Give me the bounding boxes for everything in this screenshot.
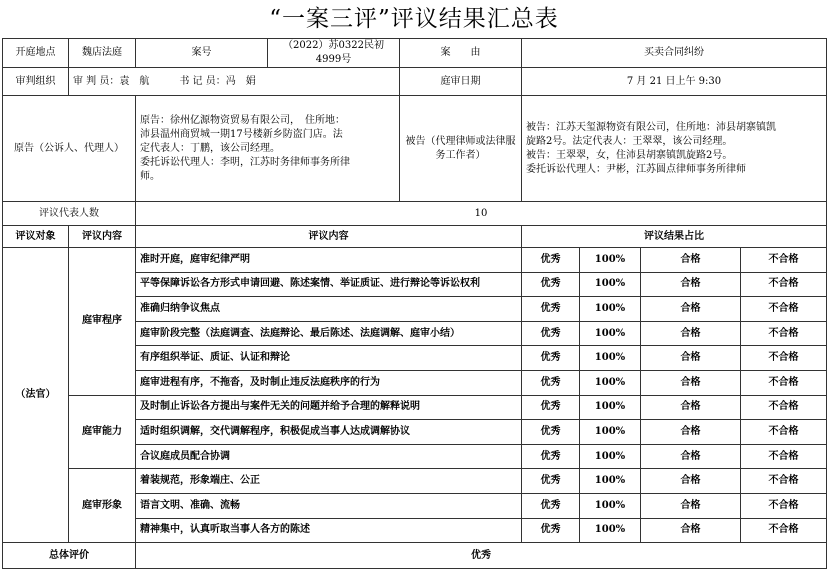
result-fail-label: 不合格	[741, 248, 827, 273]
result-excellent-percent: 100%	[580, 370, 641, 395]
result-fail-label: 不合格	[741, 493, 827, 518]
evaluation-item: 有序组织举证、质证、认证和辩论	[136, 346, 522, 371]
result-fail-label: 不合格	[741, 395, 827, 420]
case-no-value: （2022）苏0322民初4999号	[268, 39, 400, 68]
result-pass-label: 合格	[641, 444, 741, 469]
plaintiff-info	[136, 96, 400, 202]
result-fail-label: 不合格	[741, 272, 827, 297]
result-excellent-label: 优秀	[522, 297, 580, 322]
result-excellent-percent: 100%	[580, 297, 641, 322]
case-no-label: 案号	[136, 39, 268, 68]
panel-label: 审判组织	[3, 68, 69, 96]
result-fail-label: 不合格	[741, 321, 827, 346]
evaluation-item: 及时制止诉讼各方提出与案件无关的问题并给予合理的解释说明	[136, 395, 522, 420]
header-row-1	[3, 39, 827, 68]
plaintiff-label: 原告（公诉人、代理人）	[3, 96, 136, 202]
reviewer-count-row	[3, 202, 827, 226]
plaintiff-line: 原告：徐州亿源物资贸易有限公司， 住所地：	[140, 114, 345, 126]
result-excellent-percent: 100%	[580, 321, 641, 346]
court-place-label: 开庭地点	[3, 39, 69, 68]
result-pass-label: 合格	[641, 272, 741, 297]
evaluation-item: 准确归纳争议焦点	[136, 297, 522, 322]
result-excellent-percent: 100%	[580, 420, 641, 445]
court-place-value: 魏店法庭	[69, 39, 136, 68]
result-excellent-label: 优秀	[522, 395, 580, 420]
result-pass-label: 合格	[641, 493, 741, 518]
evaluation-item: 合议庭成员配合协调	[136, 444, 522, 469]
evaluation-category: 庭审形象	[69, 469, 136, 543]
result-excellent-label: 优秀	[522, 272, 580, 297]
case-cause-value: 买卖合同纠纷	[522, 39, 827, 68]
result-pass-label: 合格	[641, 321, 741, 346]
evaluation-category: 庭审能力	[69, 395, 136, 469]
result-fail-label: 不合格	[741, 518, 827, 543]
result-excellent-percent: 100%	[580, 395, 641, 420]
result-excellent-label: 优秀	[522, 321, 580, 346]
header-row-2	[3, 68, 827, 96]
evaluation-item: 精神集中，认真听取当事人各方的陈述	[136, 518, 522, 543]
result-excellent-label: 优秀	[522, 493, 580, 518]
evaluation-table	[2, 38, 827, 569]
result-excellent-label: 优秀	[522, 518, 580, 543]
result-pass-label: 合格	[641, 395, 741, 420]
evaluation-item: 庭审进程有序，不拖沓，及时制止违反法庭秩序的行为	[136, 370, 522, 395]
plaintiff-line: 师。	[140, 170, 160, 182]
defendant-line: 被告：王翠翠，女，住沛县胡寨镇凯旋路2号。	[526, 149, 733, 161]
evaluation-category: 庭审程序	[69, 248, 136, 396]
trial-date-value: 7 月 21 日上午 9:30	[522, 68, 827, 96]
header-row-parties	[3, 96, 827, 202]
result-pass-label: 合格	[641, 297, 741, 322]
result-fail-label: 不合格	[741, 297, 827, 322]
result-pass-label: 合格	[641, 370, 741, 395]
evaluation-item: 平等保障诉讼各方形式申请回避、陈述案情、举证质证、进行辩论等诉讼权利	[136, 272, 522, 297]
result-excellent-percent: 100%	[580, 493, 641, 518]
result-excellent-percent: 100%	[580, 518, 641, 543]
result-fail-label: 不合格	[741, 469, 827, 494]
trial-date-label: 庭审日期	[400, 68, 522, 96]
column-header-row	[3, 226, 827, 248]
evaluation-item: 语言文明、准确、流畅	[136, 493, 522, 518]
evaluation-target: （法官）	[3, 248, 69, 543]
summary-label: 总体评价	[3, 543, 136, 569]
evaluation-row	[3, 469, 827, 494]
result-pass-label: 合格	[641, 518, 741, 543]
result-fail-label: 不合格	[741, 420, 827, 445]
result-excellent-label: 优秀	[522, 370, 580, 395]
panel-value: 审 判 员：袁 航 书 记 员：冯 娟	[69, 68, 400, 96]
evaluation-row	[3, 395, 827, 420]
result-fail-label: 不合格	[741, 346, 827, 371]
result-excellent-label: 优秀	[522, 469, 580, 494]
evaluation-item: 着装规范，形象端庄、公正	[136, 469, 522, 494]
result-excellent-percent: 100%	[580, 272, 641, 297]
summary-row	[3, 543, 827, 569]
result-pass-label: 合格	[641, 420, 741, 445]
result-fail-label: 不合格	[741, 444, 827, 469]
case-cause-label: 案 由	[400, 39, 522, 68]
evaluation-item: 庭审阶段完整（法庭调查、法庭辩论、最后陈述、法庭调解、庭审小结）	[136, 321, 522, 346]
column-header-target: 评议对象	[3, 226, 69, 248]
plaintiff-line: 定代表人：丁鹏，该公司经理。	[140, 142, 280, 154]
result-excellent-percent: 100%	[580, 444, 641, 469]
defendant-line: 旋路2号。法定代表人：王翠翠，该公司经理。	[526, 135, 733, 147]
result-fail-label: 不合格	[741, 370, 827, 395]
result-pass-label: 合格	[641, 469, 741, 494]
result-excellent-label: 优秀	[522, 420, 580, 445]
column-header-result: 评议结果占比	[522, 226, 827, 248]
result-pass-label: 合格	[641, 346, 741, 371]
result-excellent-label: 优秀	[522, 248, 580, 273]
column-header-content: 评议内容	[136, 226, 522, 248]
reviewer-count-label: 评议代表人数	[3, 202, 136, 226]
defendant-label: 被告（代理律师或法律服务工作者）	[400, 96, 522, 202]
evaluation-item: 适时组织调解，交代调解程序，积极促成当事人达成调解协议	[136, 420, 522, 445]
defendant-line: 被告：江苏天玺源物资有限公司，住所地：沛县胡寨镇凯	[526, 121, 776, 133]
result-pass-label: 合格	[641, 248, 741, 273]
result-excellent-percent: 100%	[580, 469, 641, 494]
result-excellent-label: 优秀	[522, 444, 580, 469]
evaluation-row	[3, 248, 827, 273]
column-header-category: 评议内容	[69, 226, 136, 248]
defendant-line: 委托诉讼代理人：尹彬，江苏圆点律师事务所律师	[526, 163, 746, 175]
result-excellent-percent: 100%	[580, 248, 641, 273]
result-excellent-label: 优秀	[522, 346, 580, 371]
defendant-info	[522, 96, 827, 202]
plaintiff-line: 委托诉讼代理人：李明，江苏时务律师事务所律	[140, 156, 350, 168]
plaintiff-line: 沛县温州商贸城一期17号楼新乡防盗门店。法	[140, 128, 343, 140]
reviewer-count-value: 10	[136, 202, 827, 226]
page-title: “一案三评”评议结果汇总表	[269, 6, 559, 32]
result-excellent-percent: 100%	[580, 346, 641, 371]
summary-value: 优秀	[136, 543, 827, 569]
evaluation-item: 准时开庭，庭审纪律严明	[136, 248, 522, 273]
